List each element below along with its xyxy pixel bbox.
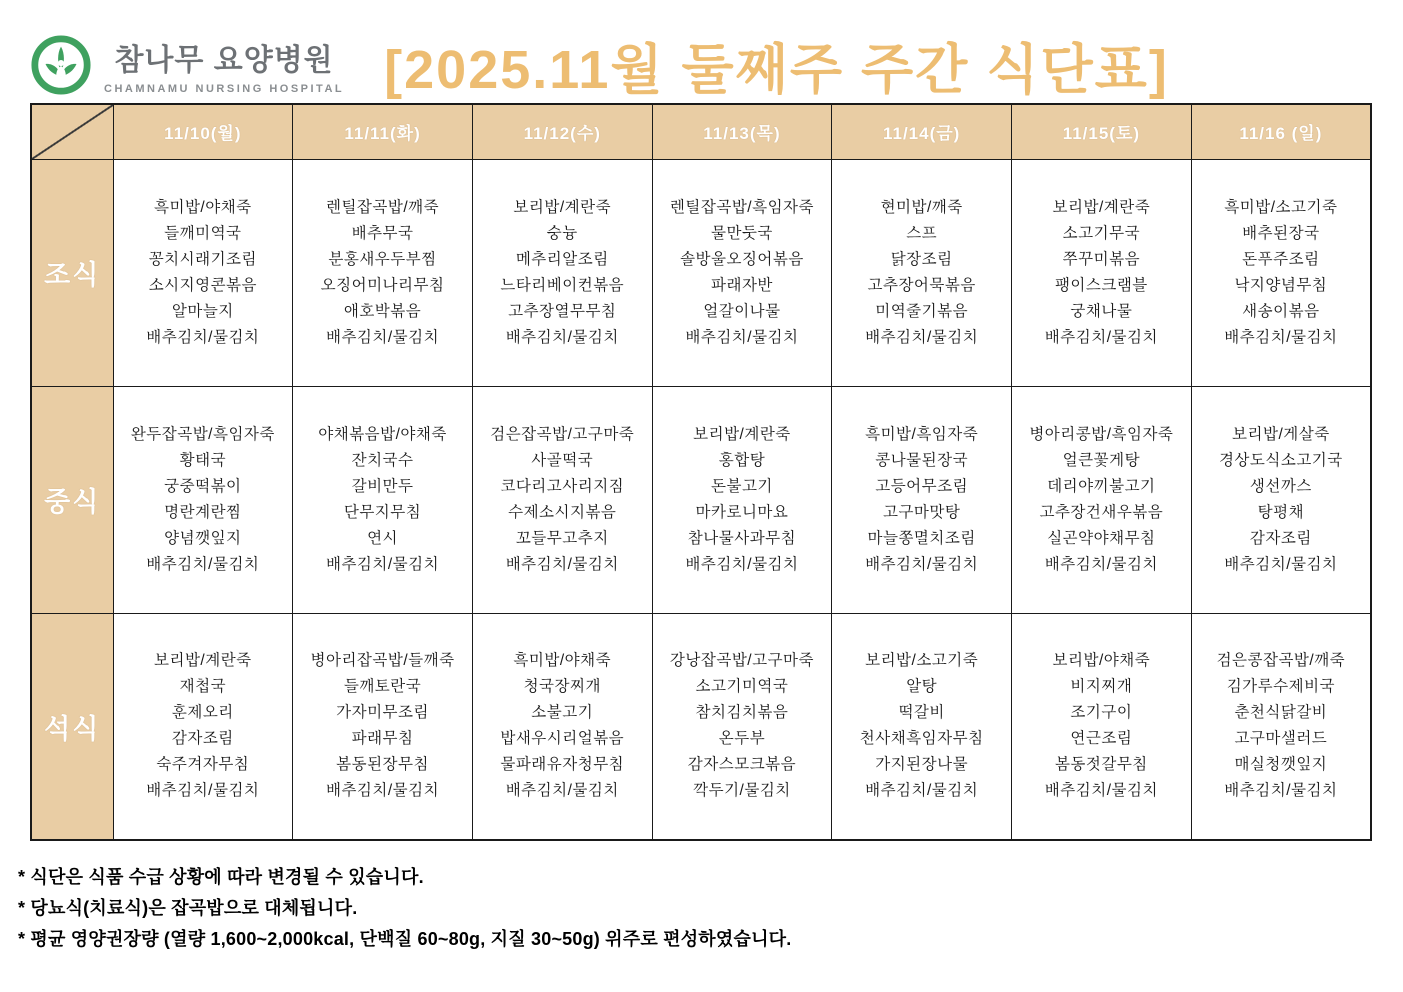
menu-item: 배추김치/물김치 <box>1044 328 1158 346</box>
day-header-4: 11/13(목) <box>652 104 832 159</box>
menu-item: 봄동된장무침 <box>336 756 429 774</box>
menu-item: 고추장열무무침 <box>508 302 617 320</box>
meal-label-1: 조식 <box>31 159 113 386</box>
menu-item: 마카로니마요 <box>695 503 789 521</box>
menu-item: 춘천식닭갈비 <box>1234 704 1328 722</box>
menu-item: 보리밥/야채죽 <box>1052 652 1151 670</box>
menu-item: 깍두기/물김치 <box>693 782 791 800</box>
menu-item: 렌틸잡곡밥/깨죽 <box>325 198 440 216</box>
menu-item: 물파래유자청무침 <box>500 756 625 774</box>
menu-item: 스프 <box>906 224 938 242</box>
menu-item: 솔방울오징어볶음 <box>680 250 804 268</box>
menu-item: 배추김치/물김치 <box>146 782 260 800</box>
menu-item: 보리밥/계란죽 <box>154 652 252 670</box>
menu-item: 실곤약야채무침 <box>1047 529 1156 547</box>
menu-item: 고구마샐러드 <box>1234 730 1328 748</box>
menu-item: 들깨토란국 <box>343 678 422 696</box>
menu-item: 미역줄기볶음 <box>875 302 969 320</box>
menu-item: 얼갈이나물 <box>703 302 781 320</box>
menu-item: 팽이스크램블 <box>1054 276 1148 294</box>
menu-item: 참치김치볶음 <box>695 704 789 722</box>
menu-item: 배추김치/물김치 <box>1224 328 1338 346</box>
menu-item: 궁채나물 <box>1070 302 1133 320</box>
menu-item: 단무지무침 <box>343 503 422 521</box>
menu-item: 가지된장나물 <box>875 756 969 774</box>
menu-cell-1-7 <box>1191 159 1371 386</box>
menu-item: 배추김치/물김치 <box>505 555 619 573</box>
menu-item: 오징어미나리무침 <box>320 276 445 294</box>
menu-cell-3-3 <box>472 613 652 840</box>
menu-item: 강낭잡곡밥/고구마죽 <box>669 652 814 670</box>
menu-cell-2-5 <box>832 386 1012 613</box>
menu-item: 배추김치/물김치 <box>865 782 979 800</box>
menu-item: 연시 <box>367 529 399 547</box>
menu-item: 재첩국 <box>179 678 227 696</box>
menu-cell-2-6 <box>1012 386 1192 613</box>
day-header-6: 11/15(토) <box>1012 104 1192 159</box>
menu-item: 배추김치/물김치 <box>865 555 979 573</box>
menu-item: 조기구이 <box>1070 704 1133 722</box>
menu-item: 새송이볶음 <box>1242 302 1320 320</box>
menu-cell-1-2 <box>293 159 473 386</box>
menu-item: 잔치국수 <box>351 451 414 469</box>
meal-row-3 <box>31 613 1371 840</box>
menu-item: 배추김치/물김치 <box>1224 555 1338 573</box>
menu-item: 소고기미역국 <box>695 678 789 696</box>
menu-item: 꽁치시래기조림 <box>148 250 257 268</box>
day-header-3: 11/12(수) <box>472 104 652 159</box>
menu-item: 병아리잡곡밥/들깨죽 <box>310 652 455 670</box>
menu-item: 현미밥/깨죽 <box>880 198 963 216</box>
menu-cell-3-2 <box>293 613 473 840</box>
menu-item: 배추김치/물김치 <box>325 328 440 346</box>
menu-item: 김가루수제비국 <box>1226 678 1336 696</box>
menu-item: 낙지양념무침 <box>1234 276 1328 294</box>
footnote-nutrition: * 평균 영양권장량 (열량 1,600~2,000kcal, 단백질 60~80g, 지질 30~50g) 위주로 편성하였습니다. <box>18 929 792 949</box>
corner-cell <box>31 104 113 159</box>
menu-item: 궁중떡볶이 <box>164 477 242 495</box>
menu-item: 배추김치/물김치 <box>146 328 260 346</box>
menu-cell-1-3 <box>472 159 652 386</box>
menu-item: 쭈꾸미볶음 <box>1062 250 1141 268</box>
menu-item: 흑미밥/야채죽 <box>513 652 612 670</box>
menu-item: 마늘쫑멸치조림 <box>867 529 976 547</box>
menu-item: 렌틸잡곡밥/흑임자죽 <box>669 198 814 216</box>
menu-item: 비지찌개 <box>1070 678 1133 696</box>
menu-item: 보리밥/계란죽 <box>513 198 612 216</box>
menu-item: 배추김치/물김치 <box>505 782 619 800</box>
footnote-diabetic: * 당뇨식(치료식)은 잡곡밥으로 대체됩니다. <box>18 898 358 918</box>
menu-item: 배추김치/물김치 <box>325 555 440 573</box>
menu-item: 애호박볶음 <box>343 302 422 320</box>
menu-item: 데리야끼불고기 <box>1047 477 1156 495</box>
menu-item: 야채볶음밥/야채죽 <box>318 425 447 443</box>
day-header-row <box>31 104 1371 159</box>
menu-item: 매실청깻잎지 <box>1234 756 1328 774</box>
menu-item: 흑미밥/흑임자죽 <box>865 425 979 443</box>
hospital-name: 참나무 요양병원 <box>114 44 334 77</box>
menu-item: 들깨미역국 <box>164 224 242 242</box>
meal-label-3: 석식 <box>31 613 113 840</box>
menu-item: 숭늉 <box>546 224 578 242</box>
menu-item: 수제소시지볶음 <box>508 503 617 521</box>
menu-item: 청국장찌개 <box>523 678 601 696</box>
hospital-logo <box>30 34 345 96</box>
menu-cell-1-5 <box>832 159 1012 386</box>
day-header-2: 11/11(화) <box>293 104 473 159</box>
menu-item: 흑미밥/야채죽 <box>154 198 252 216</box>
menu-cell-3-7 <box>1191 613 1371 840</box>
menu-cell-2-2 <box>293 386 473 613</box>
menu-item: 완두잡곡밥/흑임자죽 <box>130 425 275 443</box>
menu-item: 감자조림 <box>171 730 234 748</box>
menu-item: 배추김치/물김치 <box>325 782 440 800</box>
menu-cell-3-1 <box>113 613 293 840</box>
menu-item: 보리밥/계란죽 <box>1052 198 1151 216</box>
menu-cell-1-1 <box>113 159 293 386</box>
menu-item: 돈푸주조림 <box>1242 250 1320 268</box>
weekly-menu-table <box>30 103 1372 841</box>
menu-item: 밥새우시리얼볶음 <box>500 730 625 748</box>
menu-item: 코다리고사리지짐 <box>500 477 625 495</box>
menu-item: 파래자반 <box>711 276 773 294</box>
menu-item: 병아리콩밥/흑임자죽 <box>1029 425 1174 443</box>
menu-item: 홍합탕 <box>718 451 766 469</box>
menu-item: 닭장조림 <box>890 250 953 268</box>
menu-item: 경상도식소고기국 <box>1218 451 1343 469</box>
menu-item: 고구마맛탕 <box>882 503 961 521</box>
menu-item: 메추리알조림 <box>515 250 609 268</box>
menu-item: 배추김치/물김치 <box>1044 555 1158 573</box>
hospital-logo-icon <box>30 34 92 96</box>
menu-item: 배추된장국 <box>1242 224 1320 242</box>
menu-item: 훈제오리 <box>171 704 234 722</box>
menu-item: 배추김치/물김치 <box>865 328 979 346</box>
menu-item: 보리밥/소고기죽 <box>865 652 979 670</box>
menu-item: 파래무침 <box>351 730 414 748</box>
menu-item: 감자스모크볶음 <box>687 756 797 774</box>
menu-cell-2-7 <box>1191 386 1371 613</box>
menu-item: 봄동젓갈무침 <box>1054 756 1148 774</box>
menu-item: 배추무국 <box>351 224 414 242</box>
menu-item: 감자조림 <box>1249 529 1312 547</box>
hospital-logo-text <box>104 35 344 95</box>
menu-cell-2-3 <box>472 386 652 613</box>
page-title: [2025.11월 둘째주 주간 식단표] <box>384 39 1169 100</box>
menu-item: 명란계란찜 <box>164 503 242 521</box>
menu-item: 양념깻잎지 <box>164 529 242 547</box>
menu-item: 탕평채 <box>1257 503 1305 521</box>
menu-item: 보리밥/계란죽 <box>693 425 791 443</box>
footnote-supply: * 식단은 식품 수급 상황에 따라 변경될 수 있습니다. <box>18 867 424 887</box>
meal-row-2 <box>31 386 1371 613</box>
menu-item: 연근조림 <box>1070 730 1133 748</box>
day-header-5: 11/14(금) <box>832 104 1012 159</box>
menu-item: 고추장건새우볶음 <box>1039 503 1164 521</box>
menu-item: 배추김치/물김치 <box>505 328 619 346</box>
menu-item: 고추장어묵볶음 <box>867 276 976 294</box>
menu-item: 천사채흑임자무침 <box>859 730 984 748</box>
page-header <box>30 30 1373 100</box>
menu-item: 알마늘지 <box>171 302 234 320</box>
menu-cell-3-6 <box>1012 613 1192 840</box>
menu-item: 고등어무조림 <box>875 477 969 495</box>
menu-item: 황태국 <box>179 451 227 469</box>
menu-item: 얼큰꽃게탕 <box>1062 451 1141 469</box>
menu-item: 알탕 <box>906 678 938 696</box>
menu-cell-3-4 <box>652 613 832 840</box>
menu-item: 생선까스 <box>1249 477 1312 495</box>
menu-item: 검은콩잡곡밥/깨죽 <box>1216 652 1346 670</box>
menu-cell-3-5 <box>832 613 1012 840</box>
menu-item: 배추김치/물김치 <box>685 555 799 573</box>
menu-cell-2-1 <box>113 386 293 613</box>
menu-item: 갈비만두 <box>351 477 414 495</box>
menu-item: 배추김치/물김치 <box>146 555 260 573</box>
menu-item: 물만둣국 <box>711 224 773 242</box>
menu-item: 온두부 <box>718 730 766 748</box>
menu-item: 참나물사과무침 <box>687 529 797 547</box>
menu-item: 사골떡국 <box>531 451 594 469</box>
menu-item: 느타리베이컨볶음 <box>500 276 625 294</box>
footnotes <box>18 862 791 955</box>
menu-item: 분홍새우두부찜 <box>328 250 437 268</box>
menu-item: 보리밥/게살죽 <box>1232 425 1330 443</box>
menu-item: 숙주겨자무침 <box>156 756 250 774</box>
menu-cell-2-4 <box>652 386 832 613</box>
menu-item: 떡갈비 <box>898 704 945 722</box>
meal-row-1 <box>31 159 1371 386</box>
hospital-name-en: CHAMNAMU NURSING HOSPITAL <box>104 83 345 95</box>
menu-item: 가자미무조림 <box>336 704 429 722</box>
menu-item: 배추김치/물김치 <box>1224 782 1338 800</box>
menu-cell-1-6 <box>1012 159 1192 386</box>
menu-item: 소고기무국 <box>1062 224 1141 242</box>
menu-item: 소시지영콘볶음 <box>148 276 257 294</box>
menu-item: 검은잡곡밥/고구마죽 <box>490 425 635 443</box>
menu-item: 꼬들무고추지 <box>515 529 609 547</box>
meal-label-2: 중식 <box>31 386 113 613</box>
menu-item: 소불고기 <box>531 704 594 722</box>
menu-item: 배추김치/물김치 <box>1044 782 1158 800</box>
menu-cell-1-4 <box>652 159 832 386</box>
day-header-1: 11/10(월) <box>113 104 293 159</box>
menu-item: 돈불고기 <box>711 477 773 495</box>
day-header-7: 11/16 (일) <box>1191 104 1371 159</box>
menu-item: 흑미밥/소고기죽 <box>1224 198 1338 216</box>
menu-item: 콩나물된장국 <box>875 451 969 469</box>
menu-item: 배추김치/물김치 <box>685 328 799 346</box>
